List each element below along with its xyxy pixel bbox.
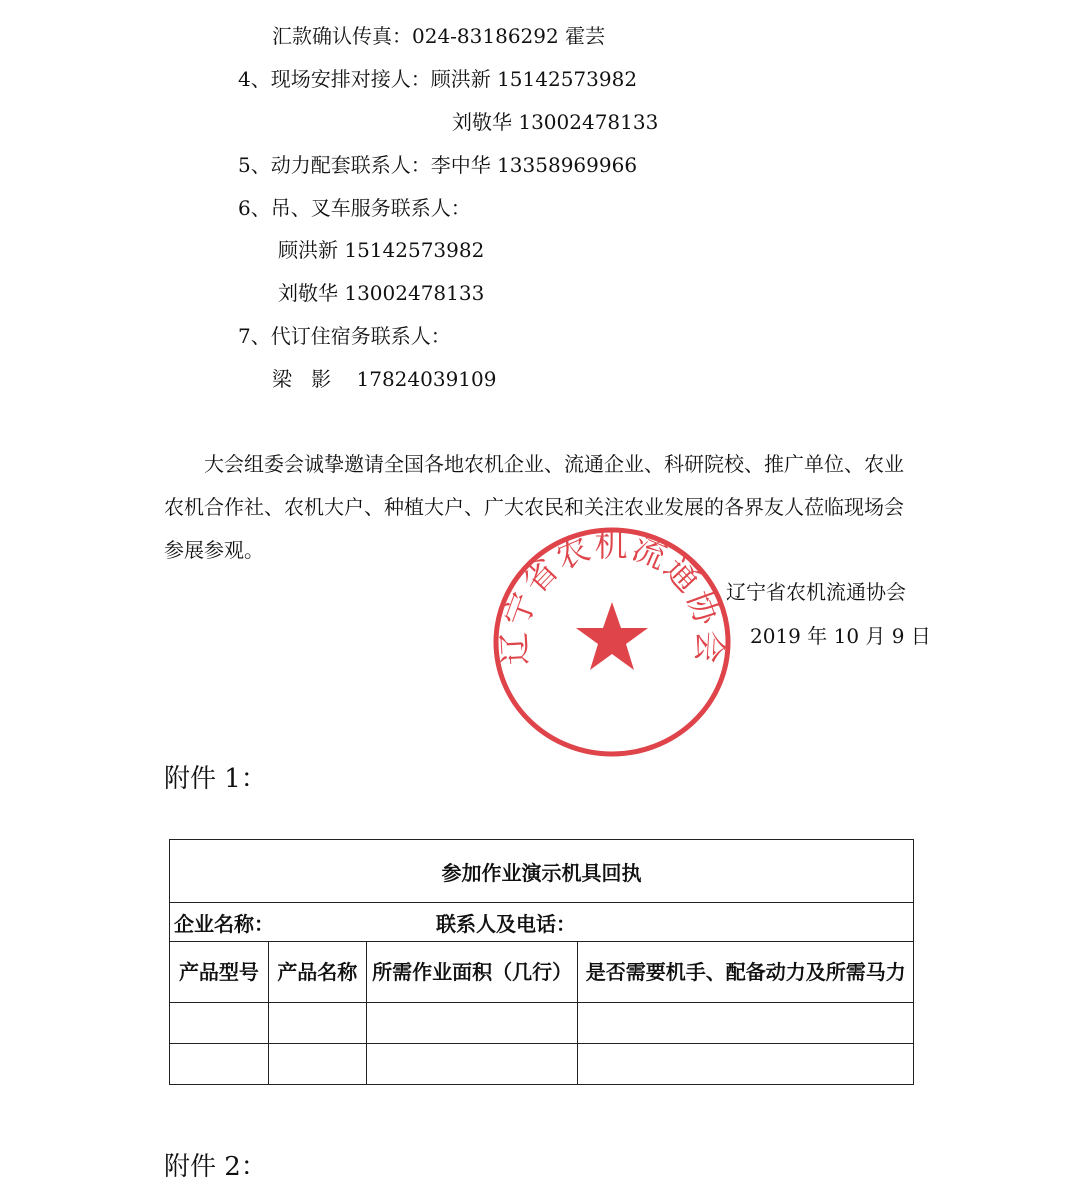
invitation-text: 大会组委会诚挚邀请全国各地农机企业、流通企业、科研院校、推广单位、农业农机合作社、农机大户、种植大户、广大农民和关注农业发展的各界友人莅临现场会参展参观。	[164, 452, 904, 562]
table-row	[170, 1044, 914, 1085]
signature-date: 2019 年 10 月 9 日	[750, 624, 931, 648]
contact-item-7-person: 梁 影 17824039109	[272, 367, 497, 391]
table-cell[interactable]	[268, 1003, 366, 1044]
seal-star-icon	[576, 602, 648, 670]
contact-phone-label: 联系人及电话：	[436, 911, 576, 936]
contact-item-7: 7、代订住宿务联系人：	[238, 324, 451, 348]
contact-item-4: 4、现场安排对接人：顾洪新 15142573982	[238, 67, 638, 91]
table-cell[interactable]	[268, 1044, 366, 1085]
receipt-table-title: 参加作业演示机具回执	[170, 840, 914, 903]
contact-item-6-person-1: 顾洪新 15142573982	[278, 238, 485, 262]
seal-text: 辽宁省农机流通协会	[494, 524, 730, 667]
contact-item-4-second: 刘敬华 13002478133	[452, 110, 659, 134]
official-seal	[489, 524, 735, 760]
column-header-product-model: 产品型号	[170, 942, 269, 1003]
contact-item-6: 6、吊、叉车服务联系人：	[238, 196, 471, 220]
table-cell[interactable]	[578, 1003, 914, 1044]
attachment-1-heading: 附件 1：	[164, 764, 267, 794]
column-header-work-area: 所需作业面积（几行）	[366, 942, 578, 1003]
column-header-product-name: 产品名称	[268, 942, 366, 1003]
contact-item-6-person-2: 刘敬华 13002478133	[278, 281, 485, 305]
table-row	[170, 1003, 914, 1044]
table-cell[interactable]	[170, 1044, 269, 1085]
receipt-info-row	[170, 903, 914, 942]
table-cell[interactable]	[366, 1044, 578, 1085]
fax-line: 汇款确认传真：024-83186292 霍芸	[272, 24, 606, 48]
table-cell[interactable]	[170, 1003, 269, 1044]
table-cell[interactable]	[366, 1003, 578, 1044]
company-name-label: 企业名称：	[174, 911, 274, 936]
contact-item-5: 5、动力配套联系人：李中华 13358969966	[238, 153, 638, 177]
column-header-operator-power: 是否需要机手、配备动力及所需马力	[578, 942, 914, 1003]
attachment-2-heading: 附件 2：	[164, 1152, 267, 1182]
table-cell[interactable]	[578, 1044, 914, 1085]
signature-organization: 辽宁省农机流通协会	[726, 580, 906, 604]
receipt-table	[169, 839, 914, 1085]
